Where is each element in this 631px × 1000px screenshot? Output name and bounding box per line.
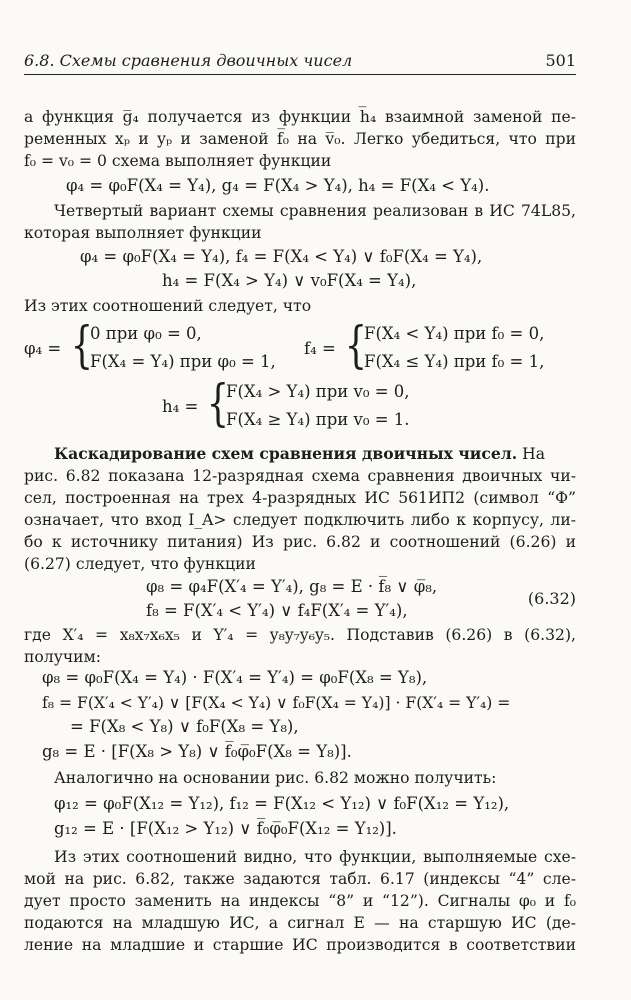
piecewise-lhs: φ₄ =	[24, 339, 62, 358]
running-header-title: 6.8. Схемы сравнения двоичных чисел	[24, 51, 353, 70]
section-title-continuation: На	[517, 445, 546, 463]
running-header	[24, 51, 576, 75]
equation: = F(X₈ < Y₈) ∨ f₀F(X₈ = Y₈),	[70, 717, 299, 736]
piecewise-case: 0 при φ₀ = 0,	[90, 324, 202, 343]
piecewise-case: F(X₄ = Y₄) при φ₀ = 1,	[90, 352, 276, 371]
equation: h₄ = F(X₄ > Y₄) ∨ v₀F(X₄ = Y₄),	[162, 271, 417, 290]
text-line: f₀ = v₀ = 0 схема выполняет функции	[24, 152, 332, 170]
text-line: подаются на младшую ИС, а сигнал E — на старшую ИС (де-	[24, 914, 576, 932]
text-line: ление на младшие и старшие ИС производится в соответствии	[24, 936, 576, 954]
text-line: дует просто заменить на индексы “8” и “12”). Сигналы φ₀ и f₀	[24, 892, 576, 910]
text-line: Из этих соотношений видно, что функции, выполняемые схе-	[54, 848, 576, 866]
piecewise-lhs: h₄ =	[162, 397, 199, 416]
left-brace: {	[344, 316, 368, 374]
equation-number: (6.32)	[527, 589, 576, 608]
equation: g₁₂ = E · [F(X₁₂ > Y₁₂) ∨ f̅₀φ̅₀F(X₁₂ = Y₁₂)].	[54, 819, 397, 838]
piecewise-case: F(X₄ < Y₄) при f₀ = 0,	[364, 324, 545, 343]
text-line: рис. 6.82 показана 12-разрядная схема сравнения двоичных чи-	[24, 467, 576, 485]
equation: φ₄ = φ₀F(X₄ = Y₄), g₄ = F(X₄ > Y₄), h₄ = F(X₄ < Y₄).	[66, 176, 490, 195]
piecewise-case: F(X₄ ≤ Y₄) при f₀ = 1,	[364, 352, 545, 371]
section-title: Каскадирование схем сравнения двоичных чисел.	[54, 444, 518, 463]
section-heading-line	[54, 443, 576, 465]
text-line: Из этих соотношений следует, что	[24, 297, 312, 315]
equation: φ₁₂ = φ₀F(X₁₂ = Y₁₂), f₁₂ = F(X₁₂ < Y₁₂) ∨ f₀F(X₁₂ = Y₁₂),	[54, 794, 510, 813]
text-line: бо к источнику питания) Из рис. 6.82 и соотношений (6.26) и	[24, 533, 576, 551]
text-line: Четвертый вариант схемы сравнения реализован в ИС 74L85,	[54, 202, 576, 220]
equation: φ₈ = φ₀F(X₄ = Y₄) · F(X′₄ = Y′₄) = φ₀F(X₈ = Y₈),	[42, 668, 428, 687]
equation: f₈ = F(X′₄ < Y′₄) ∨ f₄F(X′₄ = Y′₄),	[146, 601, 408, 620]
piecewise-case: F(X₄ > Y₄) при v₀ = 0,	[226, 382, 410, 401]
text-line: сел, построенная на трех 4-разрядных ИС 561ИП2 (символ “Ф”	[24, 489, 576, 507]
left-brace: {	[206, 374, 230, 432]
text-line: Аналогично на основании рис. 6.82 можно получить:	[54, 769, 497, 787]
equation: φ₈ = φ₄F(X′₄ = Y′₄), g₈ = E · f̅₈ ∨ φ̅₈,	[146, 577, 438, 596]
equation: φ₄ = φ₀F(X₄ = Y₄), f₄ = F(X₄ < Y₄) ∨ f₀F(X₄ = Y₄),	[80, 247, 483, 266]
equation: g₈ = E · [F(X₈ > Y₈) ∨ f̅₀φ̅₀F(X₈ = Y₈)].	[42, 742, 352, 761]
text-line: которая выполняет функции	[24, 224, 262, 242]
text-line: (6.27) следует, что функции	[24, 555, 256, 573]
left-brace: {	[70, 316, 94, 374]
equation: f₈ = F(X′₄ < Y′₄) ∨ [F(X₄ < Y₄) ∨ f₀F(X₄ = Y₄)] · F(X′₄ = Y′₄) =	[42, 694, 511, 712]
text-line: означает, что вход I_A> следует подключить либо к корпусу, ли-	[24, 511, 576, 529]
piecewise-lhs: f₄ =	[304, 339, 336, 358]
text-line: а функция g̅₄ получается из функции h̅₄ взаимной заменой пе-	[24, 108, 576, 126]
text-line: где X′₄ = x₈x₇x₆x₅ и Y′₄ = y₈y₇y₆y₅. Подставив (6.26) в (6.32),	[24, 626, 576, 644]
text-line: получим:	[24, 648, 101, 666]
text-line: мой на рис. 6.82, также задаются табл. 6.17 (индексы “4” сле-	[24, 870, 576, 888]
header-rule	[24, 74, 576, 75]
piecewise-case: F(X₄ ≥ Y₄) при v₀ = 1.	[226, 410, 410, 429]
text-line: ременных xₚ и yₚ и заменой f̅₀ на v̅₀. Легко убедиться, что при	[24, 130, 576, 148]
page-number: 501	[545, 51, 576, 70]
